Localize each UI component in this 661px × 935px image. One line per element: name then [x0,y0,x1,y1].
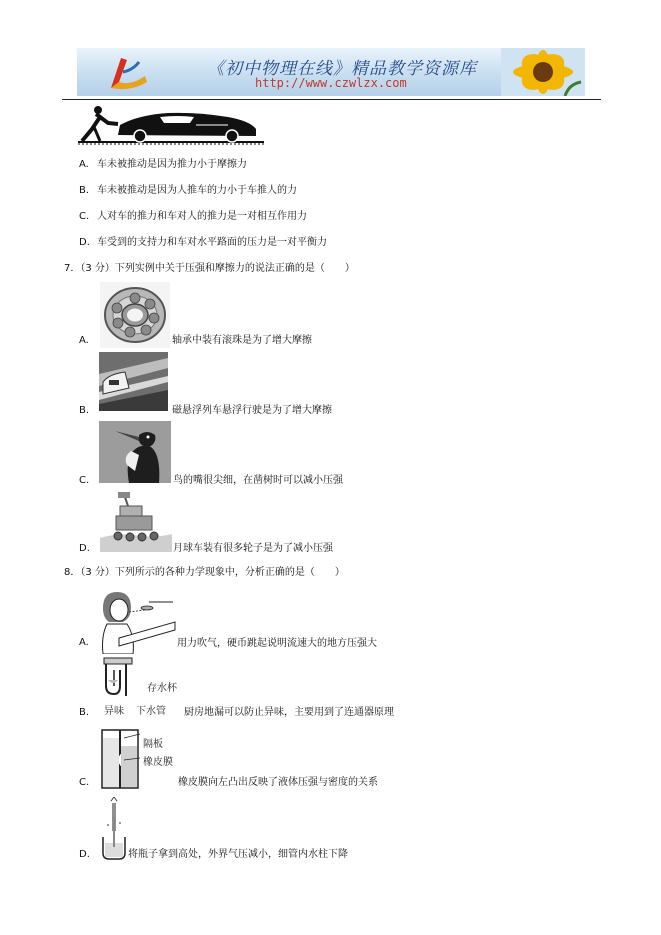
maglev-train-image [99,352,168,411]
q8-option-c-letter: C. [79,777,90,788]
pipe-label: 下水管 [136,706,166,717]
header-banner [77,48,585,96]
header-rule [62,99,601,100]
q8-option-c-text: 橡皮膜向左凸出反映了液体压强与密度的关系 [178,777,378,788]
blowing-coin-figure [97,588,177,654]
q7-option-d-letter: D. [79,543,90,554]
floor-drain-figure [100,656,136,696]
banner-url: http://www.czwlzx.com [255,76,407,90]
cup-label: 存水杯 [147,683,177,694]
membrane-label: 橡皮膜 [143,757,173,768]
bearing-image [100,282,170,348]
lunar-rover-image [100,492,172,552]
q7-option-b-letter: B. [79,405,90,416]
sunflower-icon [501,48,585,96]
q7-option-a-text: 轴承中装有滚珠是为了增大摩擦 [172,335,312,346]
q7-option-a-letter: A. [79,335,89,346]
logo-icon [105,52,151,92]
woodpecker-image [99,421,171,483]
q7-option-b-text: 磁悬浮列车悬浮行驶是为了增大摩擦 [172,405,332,416]
pushing-car-figure [78,103,264,145]
partition-label: 隔板 [143,739,163,750]
q8-option-b-letter: B. [79,707,90,718]
q6-option-d-text: 车受到的支持力和车对水平路面的压力是一对平衡力 [97,237,327,248]
q7-option-d-text: 月球车装有很多轮子是为了减小压强 [173,543,333,554]
membrane-container-figure [100,728,140,790]
q8-stem: 8．（3 分）下列所示的各种力学现象中，分析正确的是（ ） [64,567,345,578]
q6-option-b-letter: B. [79,185,90,196]
q7-option-c-letter: C. [79,475,90,486]
odor-label: 异味 [104,706,124,717]
q8-option-d-text: 将瓶子拿到高处，外界气压减小，细管内水柱下降 [128,849,348,860]
q6-option-d-letter: D. [79,237,90,248]
bottle-tube-figure [100,797,126,861]
q6-option-c-text: 人对车的推力和车对人的推力是一对相互作用力 [97,211,307,222]
q6-option-c-letter: C. [79,211,90,222]
q8-option-a-text: 用力吹气，硬币跳起说明流速大的地方压强大 [177,638,377,649]
q6-option-b-text: 车未被推动是因为人推车的力小于车推人的力 [97,185,297,196]
q7-stem: 7．（3 分）下列实例中关于压强和摩擦力的说法正确的是（ ） [64,263,355,274]
banner-title: 《初中物理在线》精品教学资源库 [207,59,477,79]
q7-option-c-text: 鸟的嘴很尖细，在凿树时可以减小压强 [173,475,343,486]
q8-option-d-letter: D. [79,849,90,860]
q6-option-a-letter: A. [79,159,89,170]
q8-option-a-letter: A. [79,637,89,648]
q8-option-b-text: 厨房地漏可以防止异味，主要用到了连通器原理 [184,707,394,718]
q6-option-a-text: 车未被推动是因为推力小于摩擦力 [97,159,247,170]
